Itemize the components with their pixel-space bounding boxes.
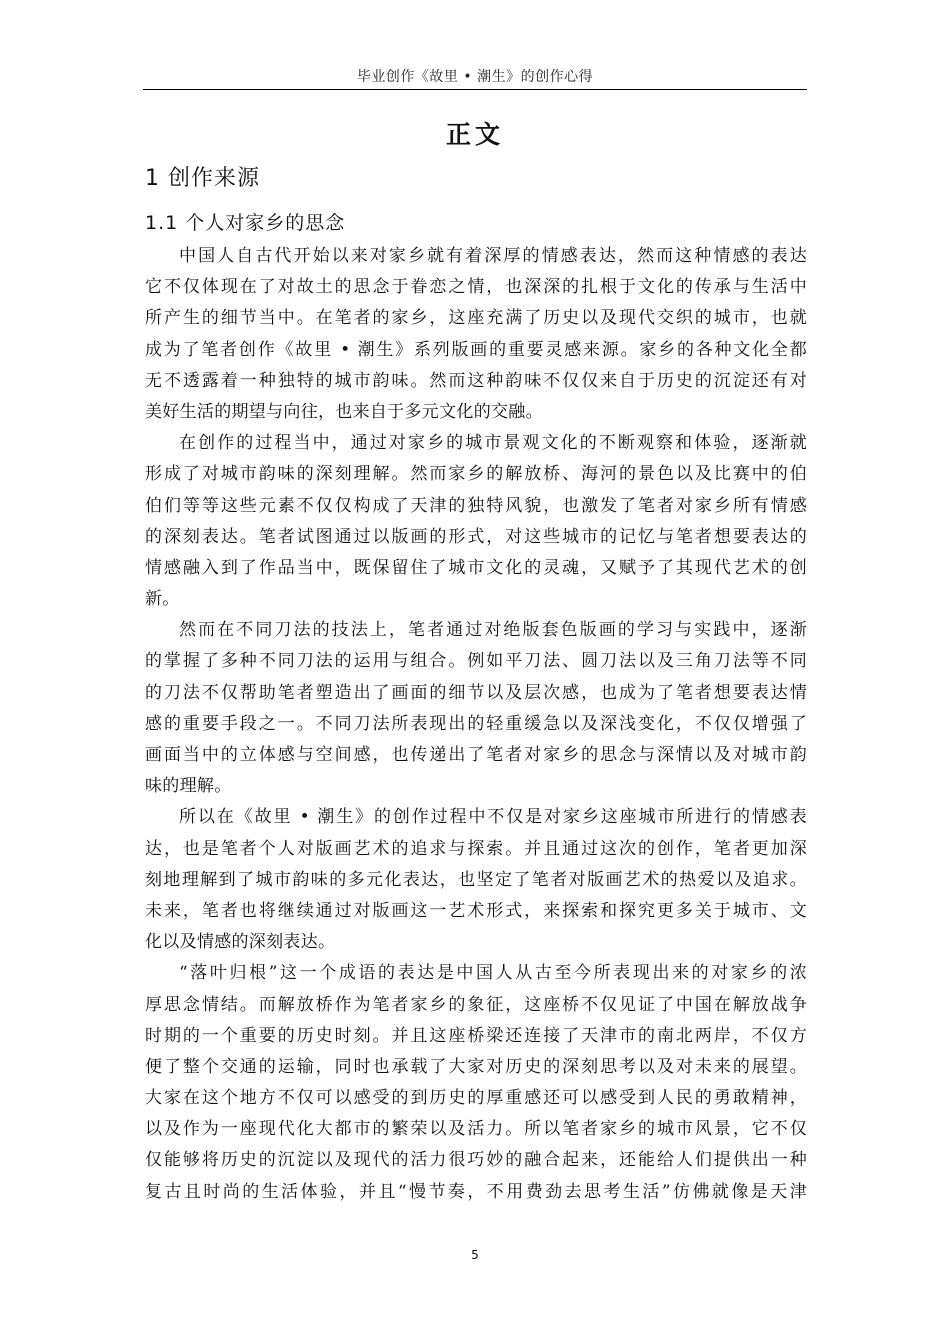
text-line: 所产生的细节当中。在笔者的家乡，这座充满了历史以及现代交织的城市，也就 (145, 308, 807, 329)
text-line: 以及作为一座现代化大都市的繁荣以及活力。所以笔者家乡的城市风景，它不仅 (145, 1119, 807, 1140)
paragraph (145, 802, 807, 958)
text-line: 达，也是笔者个人对版画艺术的追求与探索。并且通过这次的创作，笔者更加深 (145, 838, 807, 859)
running-header: 毕业创作《故里 • 潮生》的创作心得 (356, 69, 594, 85)
paragraph (145, 241, 807, 428)
text-line: 厚思念情结。而解放桥作为笔者家乡的象征，这座桥不仅见证了中国在解放战争 (145, 994, 807, 1015)
subsection-heading: 1.1 个人对家乡的思念 (145, 212, 346, 234)
header-divider (143, 89, 807, 90)
text-line: 复古且时尚的生活体验，并且“慢节奏，不用费劲去思考生活”仿佛就像是天津 (145, 1181, 807, 1202)
text-line: 伯们等等这些元素不仅仅构成了天津的独特风貌，也激发了笔者对家乡所有情感 (145, 495, 807, 516)
text-line: 仅能够将历史的沉淀以及现代的活力很巧妙的融合起来，还能给人们提供出一种 (145, 1150, 807, 1171)
text-line: 在创作的过程当中，通过对家乡的城市景观文化的不断观察和体验，逐渐就 (179, 433, 807, 454)
text-line: 然而在不同刀法的技法上，笔者通过对绝版套色版画的学习与实践中，逐渐 (179, 620, 807, 641)
text-line: 新。 (145, 589, 180, 610)
paragraph (145, 958, 807, 1208)
text-line: 的掌握了多种不同刀法的运用与组合。例如平刀法、圆刀法以及三角刀法等不同 (145, 651, 807, 672)
text-line: 画面当中的立体感与空间感，也传递出了笔者对家乡的思念与深情以及对城市韵 (145, 745, 807, 765)
section-heading: 1 创作来源 (145, 166, 260, 191)
text-line: 形成了对城市韵味的深刻理解。然而家乡的解放桥、海河的景色以及比赛中的伯 (145, 464, 807, 485)
paragraph (145, 428, 807, 615)
text-line: 味的理解。 (145, 776, 232, 797)
text-line: 中国人自古代开始以来对家乡就有着深厚的情感表达，然而这种情感的表达 (179, 246, 807, 266)
text-line: 它不仅体现在了对故土的思念于眷恋之情，也深深的扎根于文化的传承与生活中 (145, 277, 807, 298)
body-text (145, 241, 807, 1208)
text-line: 无不透露着一种独特的城市韵味。然而这种韵味不仅仅来自于历史的沉淀还有对 (145, 370, 807, 391)
text-line: 成为了笔者创作《故里 • 潮生》系列版画的重要灵感来源。家乡的各种文化全都 (145, 339, 807, 360)
text-line: 感的重要手段之一。不同刀法所表现出的轻重缓急以及深浅变化，不仅仅增强了 (145, 713, 807, 734)
text-line: 所以在《故里 • 潮生》的创作过程中不仅是对家乡这座城市所进行的情感表 (179, 807, 807, 828)
text-line: 化以及情感的深刻表达。 (145, 932, 336, 953)
text-line: 便了整个交通的运输，同时也承载了大家对历史的深刻思考以及对未来的展望。 (145, 1056, 807, 1077)
text-line: 的刀法不仅帮助笔者塑造出了画面的细节以及层次感，也成为了笔者想要表达情 (145, 682, 807, 703)
page-title: 正文 (445, 120, 504, 149)
text-line: 美好生活的期望与向往，也来自于多元文化的交融。 (145, 401, 543, 422)
page-number: 5 (471, 1248, 479, 1262)
text-line: 情感融入到了作品当中，既保留住了城市文化的灵魂，又赋予了其现代艺术的创 (145, 557, 807, 578)
text-line: 大家在这个地方不仅可以感受的到历史的厚重感还可以感受到人民的勇敢精神， (145, 1088, 807, 1109)
paragraph (145, 615, 807, 802)
text-line: “落叶归根”这一个成语的表达是中国人从古至今所表现出来的对家乡的浓 (179, 963, 807, 984)
text-line: 的深刻表达。笔者试图通过以版画的形式，对这些城市的记忆与笔者想要表达的 (145, 526, 807, 547)
text-line: 时期的一个重要的历史时刻。并且这座桥梁还连接了天津市的南北两岸，不仅方 (145, 1025, 807, 1046)
text-line: 刻地理解到了城市韵味的多元化表达，也坚定了笔者对版画艺术的热爱以及追求。 (145, 869, 807, 890)
text-line: 未来，笔者也将继续通过对版画这一艺术形式，来探索和探究更多关于城市、文 (145, 900, 807, 921)
